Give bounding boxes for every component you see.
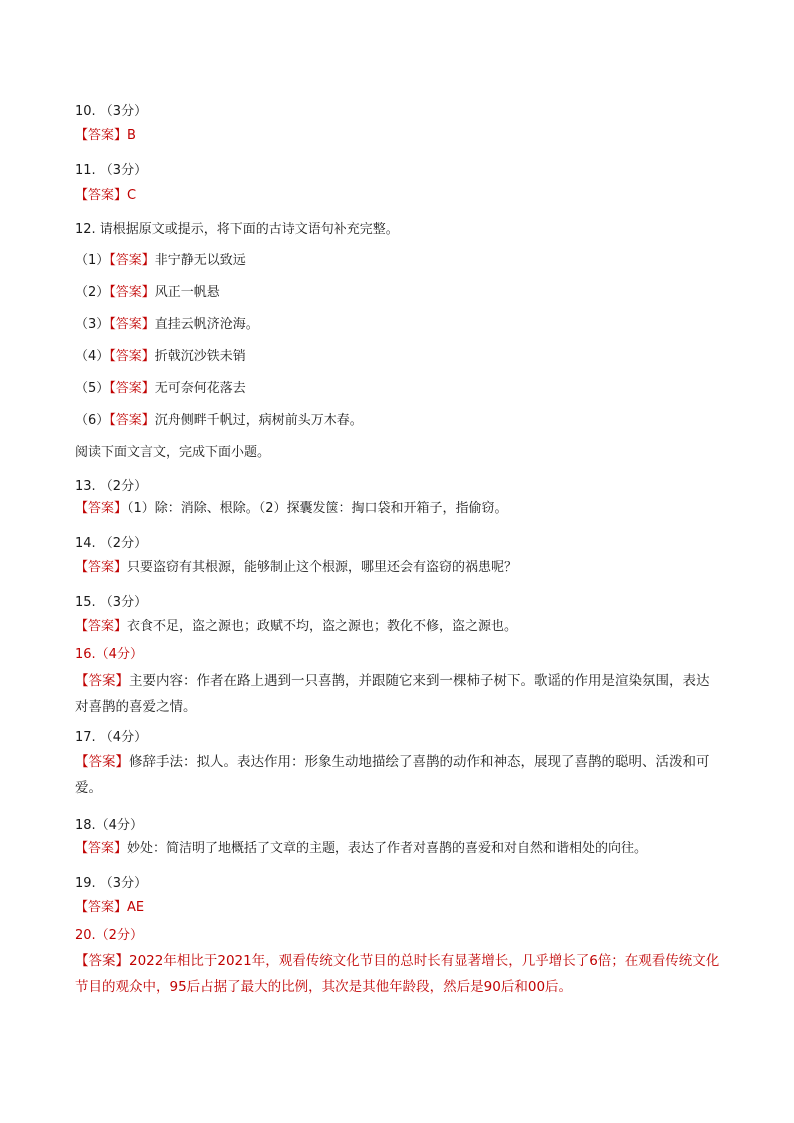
question-15-label: 15. （3分）	[75, 595, 148, 610]
sub-number: （6）	[75, 413, 110, 428]
answer-12-4	[75, 349, 246, 365]
answer-tag: 【答案】	[109, 413, 155, 428]
answer-tag: 【答案】	[75, 841, 128, 856]
answer-tag: 【答案】	[75, 619, 128, 634]
answer-tag: 【答案】	[109, 253, 155, 268]
answer-tag: 【答案】	[75, 560, 128, 575]
answer-12-1-text: 非宁静无以致远	[154, 253, 246, 268]
answer-12-1	[75, 253, 246, 269]
sub-number: （1）	[75, 253, 110, 268]
answer-14	[75, 560, 517, 576]
answer-tag: 【答案】	[75, 900, 128, 915]
answer-10-text: B	[127, 128, 136, 143]
question-10-label: 10. （3分）	[75, 104, 148, 119]
answer-tag: 【答案】	[109, 349, 155, 364]
answer-12-2	[75, 285, 220, 301]
reading-instruction: 阅读下面文言文，完成下面小题。	[75, 445, 271, 460]
question-13-label: 13. （2分）	[75, 479, 148, 494]
sub-number: （3）	[75, 317, 110, 332]
answer-11-text: C	[127, 188, 137, 203]
answer-15	[75, 619, 517, 635]
answer-12-6-text: 沉舟侧畔千帆过，病树前头万木春。	[154, 413, 363, 428]
answer-tag: 【答案】	[75, 128, 128, 143]
answer-15-text: 衣食不足，盗之源也；政赋不均，盗之源也；教化不修，盗之源也。	[127, 619, 518, 634]
answer-tag: 【答案】	[75, 188, 128, 203]
answer-12-6	[75, 413, 363, 429]
answer-tag: 【答案】	[75, 953, 129, 969]
answer-20-text: 2022年相比于2021年，观看传统文化节目的总时长有显著增长，几乎增长了6倍；在观看传统文化节目的观众中，95后占据了最大的比例，其次是其他年龄段，然后是90后和00后。	[75, 953, 720, 995]
answer-tag: 【答案】	[109, 381, 155, 396]
question-16-label: 16.（4分）	[75, 647, 143, 662]
sub-number: （5）	[75, 381, 110, 396]
question-11-label: 11. （3分）	[75, 163, 148, 178]
question-18-label: 18.（4分）	[75, 818, 143, 833]
answer-16-text: 主要内容：作者在路上遇到一只喜鹊，并跟随它来到一棵柿子树下。歌谣的作用是渲染氛围，表达对喜鹊的喜爱之情。	[75, 673, 710, 715]
answer-16	[75, 668, 721, 720]
question-20-label: 20.（2分）	[75, 928, 143, 943]
answer-18-text: 妙处：简洁明了地概括了文章的主题，表达了作者对喜鹊的喜爱和对自然和谐相处的向往。	[127, 841, 648, 856]
question-14-label: 14. （2分）	[75, 536, 148, 551]
answer-11	[75, 188, 136, 204]
sub-number: （2）	[75, 285, 110, 300]
answer-12-5-text: 无可奈何花落去	[154, 381, 246, 396]
question-19-label: 19. （3分）	[75, 876, 148, 891]
answer-19	[75, 900, 144, 916]
answer-12-3	[75, 317, 259, 333]
answer-10	[75, 128, 136, 144]
answer-13-text: （1）除：消除、根除。（2）探囊发箧：掏口袋和开箱子，指偷窃。	[127, 501, 508, 516]
answer-18	[75, 841, 647, 857]
answer-12-2-text: 风正一帆悬	[154, 285, 220, 300]
answer-tag: 【答案】	[75, 673, 129, 689]
answer-tag: 【答案】	[109, 285, 155, 300]
answer-tag: 【答案】	[75, 754, 129, 770]
answer-tag: 【答案】	[109, 317, 155, 332]
sub-number: （4）	[75, 349, 110, 364]
answer-12-5	[75, 381, 246, 397]
question-12-label: 12. 请根据原文或提示，将下面的古诗文语句补充完整。	[75, 222, 399, 237]
answer-14-text: 只要盗窃有其根源，能够制止这个根源，哪里还会有盗窃的祸患呢？	[127, 560, 518, 575]
answer-12-4-text: 折戟沉沙铁未销	[154, 349, 246, 364]
answer-12-3-text: 直挂云帆济沧海。	[154, 317, 259, 332]
answer-13	[75, 501, 508, 517]
question-17-label: 17. （4分）	[75, 730, 148, 745]
answer-19-text: AE	[127, 900, 145, 915]
answer-17	[75, 749, 721, 801]
answer-tag: 【答案】	[75, 501, 128, 516]
answer-17-text: 修辞手法：拟人。表达作用：形象生动地描绘了喜鹊的动作和神态，展现了喜鹊的聪明、活泼和可爱。	[75, 754, 710, 796]
answer-20	[75, 948, 721, 1000]
